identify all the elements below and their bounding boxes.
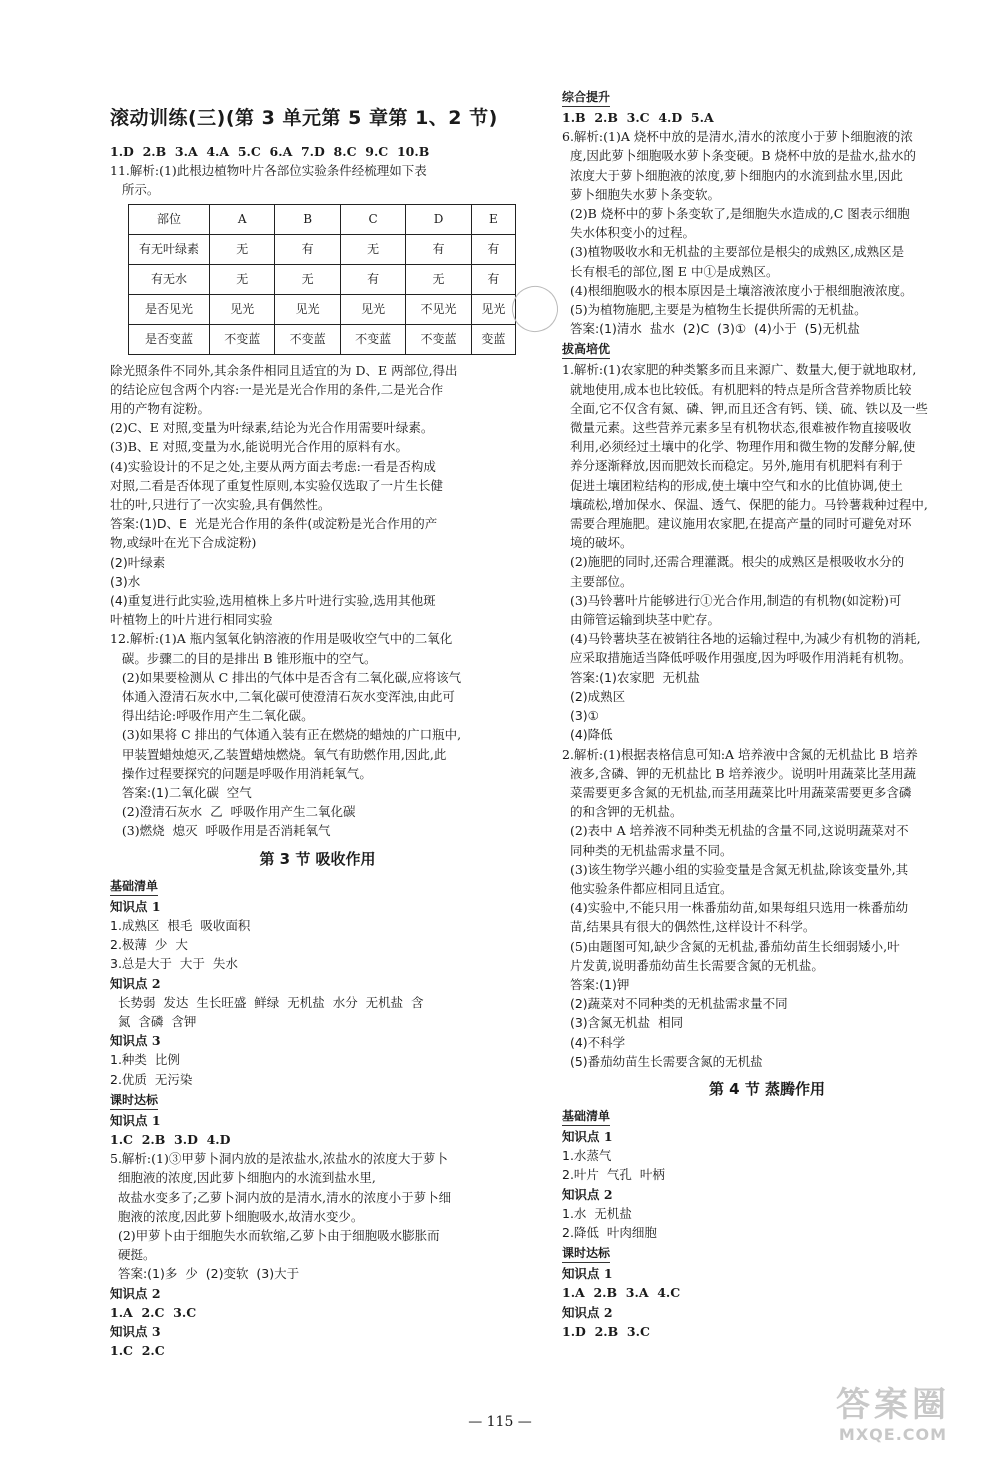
subheading-row [110, 1089, 525, 1111]
table-cell: 有 [275, 234, 340, 264]
text-line: (5)为植物施肥,主要是为植物生长提供所需的无机盐。 [562, 302, 867, 318]
rolling-practice-title: 滚动训练(三)(第 3 单元第 5 章第 1、2 节) [110, 107, 498, 129]
bold-line: 知识点 1 [562, 1128, 613, 1144]
text-line: 用的产物有淀粉。 [110, 401, 211, 417]
subheading: 基础清单 [110, 877, 158, 896]
text-line: 应采取措施适当降低呼吸作用强度,因为呼吸作用消耗有机物。 [562, 650, 912, 666]
left-column [110, 98, 525, 1360]
table-cell: 不变蓝 [275, 324, 340, 354]
text-line: (4)根细胞吸水的根本原因是土壤溶液浓度小于根细胞液浓度。 [562, 282, 913, 298]
text-line: 全面,它不仅含有氮、磷、钾,而且还含有钙、镁、硫、铁以及一些 [562, 400, 928, 416]
bold-line: 知识点 3 [110, 1323, 161, 1339]
table-cell: E [471, 204, 515, 234]
text-line: 壤疏松,增加保水、保温、透气、保肥的能力。马铃薯栽种过程中, [562, 496, 928, 512]
right-column [562, 86, 972, 1341]
answer-line: 3.总是大于 大于 失水 [110, 956, 238, 972]
text-line: 同种类的无机盐需求量不同。 [562, 842, 733, 858]
text-line: 得出结论:呼吸作用产生二氧化碳。 [110, 708, 314, 724]
text-line: 片发黄,说明番茄幼苗生长需要含氮的无机盐。 [562, 957, 824, 973]
text-line: 6.解析:(1)A 烧杯中放的是清水,清水的浓度小于萝卜细胞液的浓 [562, 129, 913, 145]
text-line: 除光照条件不同外,其余条件相同且适宜的为 D、E 两部位,得出 [110, 362, 458, 378]
text-line: (3)该生物学兴趣小组的实验变量是含氮无机盐,除该变量外,其 [562, 861, 909, 877]
text-line: (3)植物吸收水和无机盐的主要部位是根尖的成熟区,成熟区是 [562, 244, 905, 260]
bold-line: 知识点 2 [110, 1285, 161, 1301]
text-line: 硬挺。 [110, 1247, 156, 1263]
text-line: 答案:(1)二氧化碳 空气 [110, 785, 252, 801]
text-line: 12.解析:(1)A 瓶内氢氧化钠溶液的作用是吸收空气中的二氧化 [110, 631, 453, 647]
text-line: 度,因此萝卜细胞吸水萝卜条变硬。B 烧杯中放的是盐水,盐水的 [562, 148, 917, 164]
table-cell: 有 [471, 264, 515, 294]
right-lines-1 [562, 86, 972, 1071]
text-line: 甲装置蜡烛熄灭,乙装置蜡烛燃烧。氧气有助燃作用,因此,此 [110, 746, 447, 762]
table-cell: 无 [275, 264, 340, 294]
text-line: 碳。步骤二的目的是排出 B 锥形瓶中的空气。 [110, 650, 377, 666]
text-line: 他实验条件都应相同且适宜。 [562, 880, 733, 896]
table-row [129, 264, 516, 294]
subheading-row [562, 1105, 972, 1127]
text-line: 长有根毛的部位,图 E 中①是成熟区。 [562, 263, 779, 279]
table-cell: 是否见光 [129, 294, 210, 324]
text-line: 液多,含磷、钾的无机盐比 B 培养液少。说明叶用蔬菜比茎用蔬 [562, 765, 917, 781]
text-line: 菜需要更多含氮的无机盐,而茎用蔬菜比叶用蔬菜需要更多含磷 [562, 784, 912, 800]
answer-line: 2.降低 叶肉细胞 [562, 1224, 657, 1240]
table-cell: 不变蓝 [340, 324, 405, 354]
table-cell: 有 [406, 234, 471, 264]
left-mid-lines [110, 361, 525, 841]
bold-line: 知识点 2 [562, 1186, 613, 1202]
table-cell: 有无水 [129, 264, 210, 294]
text-line: 主要部位。 [562, 573, 633, 589]
text-line: 微量元素。这些营养元素多呈有机物状态,很难被作物直接吸收 [562, 420, 912, 436]
bold-line: 知识点 1 [110, 898, 161, 914]
subheading-row [562, 86, 972, 108]
subheading: 拔高培优 [562, 340, 610, 359]
text-line: (4)实验设计的不足之处,主要从两方面去考虑:一看是否构成 [110, 458, 436, 474]
text-line: 2.解析:(1)根据表格信息可知:A 培养液中含氮的无机盐比 B 培养 [562, 746, 918, 762]
bold-line: 1.B 2.B 3.C 4.D 5.A [562, 110, 714, 125]
subheading: 基础清单 [562, 1107, 610, 1126]
text-line: 就地使用,成本也比较低。有机肥料的特点是所含营养物质比较 [562, 381, 912, 397]
table-cell: 无 [340, 234, 405, 264]
text-line: (3)水 [110, 573, 141, 589]
text-line: (2)如果要检测从 C 排出的气体中是否含有二氧化碳,应将该气 [110, 669, 462, 685]
answer-line: (3)含氮无机盐 相同 [562, 1015, 684, 1031]
table-row [129, 294, 516, 324]
table-cell: 见光 [340, 294, 405, 324]
section-3-title: 第 3 节 吸收作用 [259, 849, 376, 868]
answer-line: 2.优质 无污染 [110, 1071, 193, 1087]
answer-line: (5)番茄幼苗生长需要含氮的无机盐 [562, 1053, 763, 1069]
subheading-row [110, 875, 525, 897]
text-line: 5.解析:(1)③甲萝卜洞内放的是浓盐水,浓盐水的浓度大于萝卜 [110, 1151, 448, 1167]
bold-line: 知识点 1 [110, 1112, 161, 1128]
text-line: (2)甲萝卜由于细胞失水而软缩,乙萝卜由于细胞吸水膨胀而 [110, 1227, 440, 1243]
table-row [129, 324, 516, 354]
answer-line: 答案:(1)钾 [562, 976, 630, 992]
answer-line: 1.水 无机盐 [562, 1205, 632, 1221]
answer-line: (2)蔬菜对不同种类的无机盐需求量不同 [562, 996, 788, 1012]
text-line: (2)表中 A 培养液不同种类无机盐的含量不同,这说明蔬菜对不 [562, 823, 909, 839]
subheading: 课时达标 [562, 1244, 610, 1263]
text-line: 细胞液的浓度,因此萝卜细胞内的水流到盐水里, [110, 1170, 376, 1186]
subheading: 综合提升 [562, 88, 610, 107]
answer-line: 氮 含磷 含钾 [110, 1013, 197, 1029]
text-line: 体通入澄清石灰水中,二氧化碳可使澄清石灰水变浑浊,由此可 [110, 689, 455, 705]
bold-line: 知识点 1 [562, 1266, 613, 1282]
bold-line: 1.D 2.B 3.C [562, 1323, 650, 1339]
bold-line: 1.C 2.C [110, 1343, 165, 1359]
experiment-table [128, 204, 516, 355]
text-line: 的结论应包含两个内容:一是光是光合作用的条件,二是光合作 [110, 381, 444, 397]
answer-line: (3)① [562, 708, 599, 724]
bold-line: 1.A 2.B 3.A 4.C [562, 1285, 681, 1301]
text-line: 浓度大于萝卜细胞液的浓度,萝卜细胞内的水流到盐水里,因此 [562, 167, 903, 183]
right-lines-2 [562, 1105, 972, 1341]
text-line: (3)B、E 对照,变量为水,能说明光合作用的原料有水。 [110, 439, 408, 455]
text-line: 叶植物上的叶片进行相同实验 [110, 612, 273, 628]
table-cell: 有无叶绿素 [129, 234, 210, 264]
table-cell: 不变蓝 [210, 324, 275, 354]
watermark-top: 答案圈 [836, 1385, 950, 1425]
answer-line: 答案:(1)清水 盐水 (2)C (3)① (4)小于 (5)无机盐 [562, 321, 860, 337]
table-cell: A [210, 204, 275, 234]
text-line: 由筛管运输到块茎中贮存。 [562, 612, 720, 628]
bold-line: 知识点 3 [110, 1033, 161, 1049]
text-line: 胞液的浓度,因此萝卜细胞吸水,故清水变少。 [110, 1208, 364, 1224]
answer-line: 长势弱 发达 生长旺盛 鲜绿 无机盐 水分 无机盐 含 [110, 994, 424, 1010]
answer-line: 1.水蒸气 [562, 1148, 612, 1164]
subheading-row [562, 1242, 972, 1264]
table-cell: 无 [406, 264, 471, 294]
text-line: 1.D 2.B 3.A 4.A 5.C 6.A 7.D 8.C 9.C 10.B [110, 144, 430, 159]
text-line: (5)由题图可知,缺少含氮的无机盐,番茄幼苗生长细弱矮小,叶 [562, 938, 900, 954]
text-line: 对照,二看是否体现了重复性原则,本实验仅选取了一片生长健 [110, 477, 443, 493]
text-line: (4)实验中,不能只用一株番茄幼苗,如果每组只选用一株番茄幼 [562, 900, 909, 916]
section-4-title: 第 4 节 蒸腾作用 [708, 1079, 826, 1098]
bold-line: 1.A 2.C 3.C [110, 1304, 197, 1320]
answer-line: 1.成熟区 根毛 吸收面积 [110, 917, 251, 933]
bold-line: 知识点 2 [562, 1304, 613, 1320]
text-line: 故盐水变多了;乙萝卜洞内放的是清水,清水的浓度小于萝卜细 [110, 1189, 452, 1205]
text-line: 利用,必须经过土壤中的化学、物理作用和微生物的发酵分解,使 [562, 439, 916, 455]
text-line: (3)如果将 C 排出的气体通入装有正在燃烧的蜡烛的广口瓶中, [110, 727, 462, 743]
text-line: (3)马铃薯叶片能够进行①光合作用,制造的有机物(如淀粉)可 [562, 592, 902, 608]
section-3-lines [110, 875, 525, 1361]
text-line: (3)燃烧 熄灭 呼吸作用是否消耗氧气 [110, 823, 331, 839]
subheading: 课时达标 [110, 1091, 158, 1110]
text-line: 需要合理施肥。建议施用农家肥,在提高产量的同时可避免对环 [562, 516, 912, 532]
text-line: 1.解析:(1)农家肥的种类繁多而且来源广、数量大,便于就地取材, [562, 362, 917, 378]
table-cell: 无 [210, 234, 275, 264]
text-line: 11.解析:(1)此根边植物叶片各部位实验条件经梳理如下表 [110, 163, 427, 179]
text-line: (2)C、E 对照,变量为叶绿素,结论为光合作用需要叶绿素。 [110, 420, 434, 436]
text-line: 失水体积变小的过程。 [562, 225, 695, 241]
answer-line: 2.极薄 少 大 [110, 937, 188, 953]
table-cell: 是否变蓝 [129, 324, 210, 354]
bold-line: 知识点 2 [110, 975, 161, 991]
answer-line: 答案:(1)多 少 (2)变软 (3)大于 [110, 1266, 300, 1282]
table-cell: 有 [471, 234, 515, 264]
page-number: — 115 — [468, 1414, 532, 1430]
text-line: (4)马铃薯块茎在被销往各地的运输过程中,为减少有机物的消耗, [562, 631, 921, 647]
text-line: 促进土壤团粒结构的形成,使土壤中空气和水的比值协调,使土 [562, 477, 903, 493]
table-cell: C [340, 204, 405, 234]
text-line: 答案:(1)D、E 光是光合作用的条件(或淀粉是光合作用的产 [110, 516, 438, 532]
answer-line: 答案:(1)农家肥 无机盐 [562, 669, 700, 685]
answer-line: 2.叶片 气孔 叶柄 [562, 1167, 665, 1183]
text-line: 养分逐渐释放,因而肥效长而稳定。另外,施用有机肥料有利于 [562, 458, 903, 474]
table-cell: 见光 [275, 294, 340, 324]
text-line: 所示。 [110, 182, 160, 198]
table-header-row [129, 204, 516, 234]
answer-line: 1.种类 比例 [110, 1052, 180, 1068]
answer-line: (4)降低 [562, 727, 613, 743]
table-cell: 不见光 [406, 294, 471, 324]
table-cell: 无 [210, 264, 275, 294]
text-line: 壮的叶,只进行了一次实验,具有偶然性。 [110, 497, 331, 513]
text-line: (2)施肥的同时,还需合理灌溉。根尖的成熟区是根吸收水分的 [562, 554, 905, 570]
table-row [129, 234, 516, 264]
table-cell: 见光 [210, 294, 275, 324]
left-top-lines [110, 142, 525, 200]
answer-line: (2)成熟区 [562, 688, 626, 704]
text-line: 苗,结果具有很大的偶然性,这样设计不科学。 [562, 919, 816, 935]
table-cell: B [275, 204, 340, 234]
table-cell: 部位 [129, 204, 210, 234]
text-line: 操作过程要探究的问题是呼吸作用消耗氧气。 [110, 765, 372, 781]
text-line: (2)B 烧杯中的萝卜条变软了,是细胞失水造成的,C 图表示细胞 [562, 206, 910, 222]
text-line: (4)重复进行此实验,选用植株上多片叶进行实验,选用其他斑 [110, 593, 436, 609]
answer-line: (4)不科学 [562, 1034, 626, 1050]
bold-line: 1.C 2.B 3.D 4.D [110, 1131, 231, 1147]
table-cell: D [406, 204, 471, 234]
text-line: (2)澄清石灰水 乙 呼吸作用产生二氧化碳 [110, 804, 356, 820]
subheading-row [562, 338, 972, 360]
text-line: 的和含钾的无机盐。 [562, 804, 683, 820]
text-line: 物,或绿叶在光下合成淀粉) [110, 535, 257, 551]
text-line: 萝卜细胞失水萝卜条变软。 [562, 186, 720, 202]
text-line: (2)叶绿素 [110, 554, 166, 570]
watermark-bottom: MXQE.COM [838, 1425, 948, 1444]
text-line: 境的破坏。 [562, 535, 633, 551]
table-cell: 见光 [471, 294, 515, 324]
table-cell: 不变蓝 [406, 324, 471, 354]
table-cell: 变蓝 [471, 324, 515, 354]
watermark-logo [808, 1385, 978, 1445]
table-cell: 有 [340, 264, 405, 294]
